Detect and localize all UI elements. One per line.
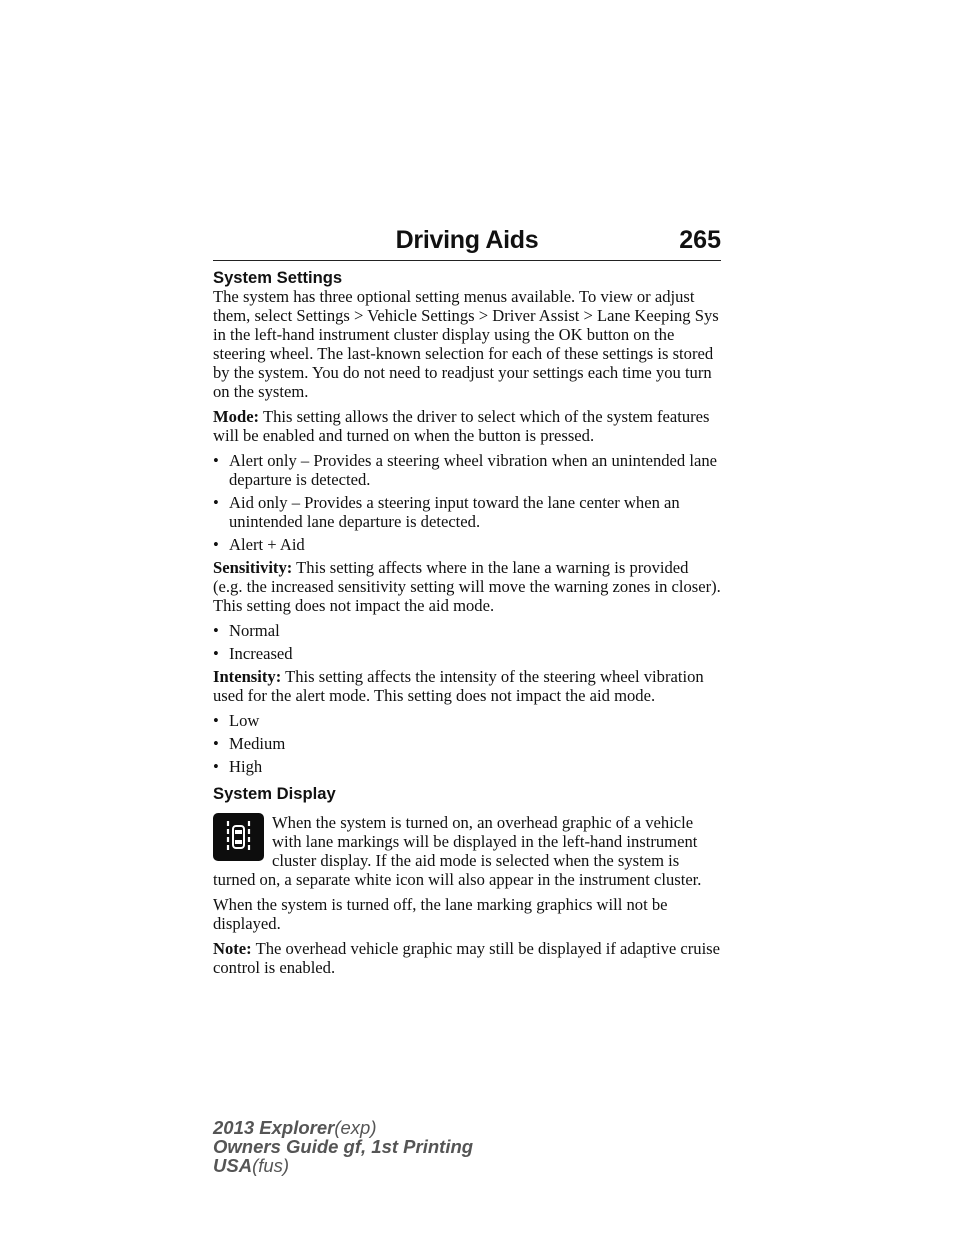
intensity-text: This setting affects the intensity of the steering wheel vibration used for the alert mode. This setting does not impact the aid mode. bbox=[213, 667, 704, 705]
page-header bbox=[213, 224, 721, 261]
footer-model-code: (exp) bbox=[334, 1117, 377, 1138]
page-footer bbox=[213, 1118, 473, 1175]
footer-market-code: (fus) bbox=[252, 1155, 290, 1176]
sensitivity-text: This setting affects where in the lane a warning is provided (e.g. the increased sensitivity setting will move the warning zones in closer). This setting does not impact the aid mode. bbox=[213, 558, 721, 615]
bullet-icon: • bbox=[213, 451, 219, 470]
footer-model: 2013 Explorer bbox=[213, 1117, 335, 1138]
footer-market: USA bbox=[213, 1155, 253, 1176]
system-display-para1: When the system is turned on, an overhead graphic of a vehicle with lane markings will be displayed in the left-hand instrument cluster display. If the aid mode is selected when the system is turned on, a separate white icon will also appear in the instrument cluster. bbox=[213, 813, 702, 889]
list-item: • High bbox=[213, 757, 263, 776]
lane-keeping-icon bbox=[213, 813, 264, 861]
list-item: • Alert + Aid bbox=[213, 535, 305, 554]
list-item: • Alert only – Provides a steering wheel vibration when an unintended lane departure is detected. bbox=[213, 451, 718, 489]
list-item: • Increased bbox=[213, 644, 293, 663]
bullet-icon: • bbox=[213, 621, 219, 640]
list-item: • Medium bbox=[213, 734, 286, 753]
bullet-icon: • bbox=[213, 734, 219, 753]
note-text: The overhead vehicle graphic may still be displayed if adaptive cruise control is enabled. bbox=[213, 939, 721, 977]
bullet-icon: • bbox=[213, 535, 219, 554]
sensitivity-label: Sensitivity: bbox=[213, 558, 293, 577]
bullet-icon: • bbox=[213, 757, 219, 776]
system-display-block bbox=[213, 813, 721, 889]
mode-paragraph bbox=[213, 407, 721, 445]
bullet-icon: • bbox=[213, 493, 219, 512]
list-item: • Normal bbox=[213, 621, 280, 640]
system-settings-heading: System Settings bbox=[213, 268, 343, 287]
system-settings-intro: The system has three optional setting menus available. To view or adjust them, select Settings > Vehicle Settings > Driver Assist > Lane Keeping Sys in the left-hand instrument cluster display using the OK button on the steering wheel. The last-known selection for each of these settings is stored by the system. You do not need to readjust your settings each time you turn on the system. bbox=[213, 287, 719, 401]
section-title: Driving Aids bbox=[395, 226, 539, 254]
sensitivity-paragraph bbox=[213, 558, 721, 615]
intensity-label: Intensity: bbox=[213, 667, 282, 686]
footer-line-2: Owners Guide gf, 1st Printing bbox=[213, 1136, 474, 1157]
note-label: Note: bbox=[213, 939, 252, 958]
note-paragraph bbox=[213, 939, 721, 977]
intensity-paragraph bbox=[213, 667, 721, 705]
page-number: 265 bbox=[679, 226, 721, 254]
mode-label: Mode: bbox=[213, 407, 260, 426]
intensity-options-list bbox=[213, 711, 721, 776]
list-item: • Aid only – Provides a steering input toward the lane center when an unintended lane departure is detected. bbox=[213, 493, 680, 531]
bullet-icon: • bbox=[213, 711, 219, 730]
list-item: • Low bbox=[213, 711, 260, 730]
page-content bbox=[213, 268, 721, 983]
system-display-heading: System Display bbox=[213, 784, 336, 803]
sensitivity-options-list bbox=[213, 621, 721, 663]
bullet-icon: • bbox=[213, 644, 219, 663]
system-display-para2: When the system is turned off, the lane marking graphics will not be displayed. bbox=[213, 895, 668, 933]
footer-line-3 bbox=[213, 1156, 473, 1175]
mode-options-list bbox=[213, 451, 721, 554]
footer-line-1 bbox=[213, 1118, 473, 1137]
mode-text: This setting allows the driver to select which of the system features will be enabled and turned on when the button is pressed. bbox=[213, 407, 710, 445]
